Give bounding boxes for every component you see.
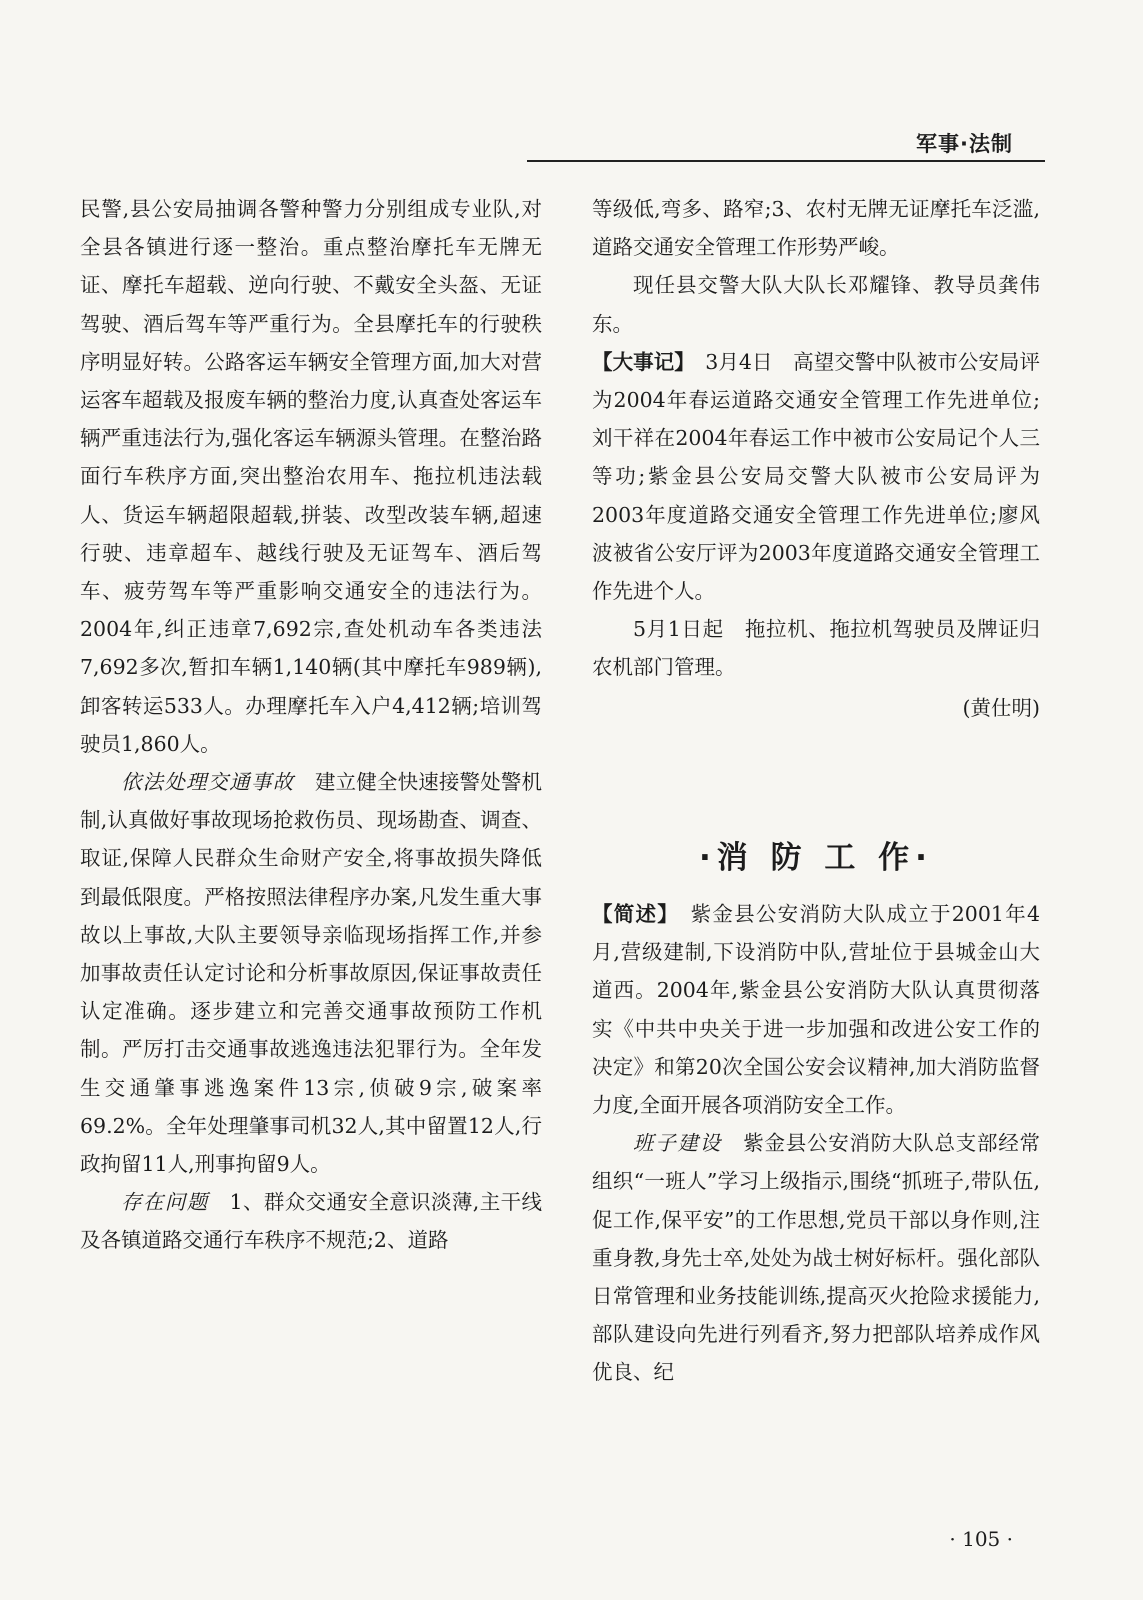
left-column bbox=[80, 190, 542, 1260]
paragraph-body: 紫金县公安消防大队成立于2001年4月,营级建制,下设消防中队,营址位于县城金山大道西。2004年,紫金县公安消防大队认真贯彻落实《中共中央关于进一步加强和改进公安工作的决定》和第20次全国公安会议精神,加大消防监督力度,全面开展各项消防安全工作。 bbox=[592, 902, 1040, 1118]
page-number: · 105 · bbox=[949, 1527, 1013, 1551]
paragraph bbox=[592, 895, 1040, 1124]
paragraph-body: 建立健全快速接警处警机制,认真做好事故现场抢救伤员、现场勘查、调查、取证,保障人民群众生命财产安全,将事故损失降低到最低限度。严格按照法律程序办案,凡发生重大事故以上事故,大队主要领导亲临现场指挥工作,并参加事故责任认定讨论和分析事故原因,保证事故责任认定准确。逐步建立和完善交通事故预防工作机制。严厉打击交通事故逃逸违法犯罪行为。全年发生交通肇事逃逸案件13宗,侦破9宗,破案率69.2%。全年处理肇事司机32人,其中留置12人,行政拘留11人,刑事拘留9人。 bbox=[80, 770, 543, 1177]
paragraph bbox=[80, 763, 542, 1183]
header-rule bbox=[527, 160, 1045, 162]
paragraph bbox=[80, 1183, 542, 1259]
paragraph: 民警,县公安局抽调各警种警力分别组成专业队,对全县各镇进行逐一整治。重点整治摩托车无牌无证、摩托车超载、逆向行驶、不戴安全头盔、无证驾驶、酒后驾车等严重行为。全县摩托车的行驶秩序明显好转。公路客运车辆安全管理方面,加大对营运客车超载及报废车辆的整治力度,认真查处客运车辆严重违法行为,强化客运车辆源头管理。在整治路面行车秩序方面,突出整治农用车、拖拉机违法载人、货运车辆超限超载,拼装、改型改装车辆,超速行驶、违章超车、越线行驶及无证驾车、酒后驾车、疲劳驾车等严重影响交通安全的违法行为。2004年,纠正违章7,692宗,查处机动车各类违法7,692多次,暂扣车辆1,140辆(其中摩托车989辆),卸客转运533人。办理摩托车入户4,412辆;培训驾驶员1,860人。 bbox=[80, 197, 542, 756]
paragraph bbox=[592, 343, 1040, 610]
paragraph: 5月1日起 拖拉机、拖拉机驾驶员及牌证归农机部门管理。 bbox=[592, 617, 1040, 680]
paragraph bbox=[592, 1124, 1040, 1391]
paragraph: 现任县交警大队大队长邓耀锋、教导员龚伟东。 bbox=[592, 273, 1040, 336]
paragraph-body: 紫金县公安消防大队总支部经常组织“一班人”学习上级指示,围绕“抓班子,带队伍,促工作,保平安”的工作思想,党员干部以身作则,注重身教,身先士卒,处处为战士树好标杆。强化部队日常管理和业务技能训练,提高灭火抢险求援能力,部队建设向先进行列看齐,努力把部队培养成作风优良、纪 bbox=[592, 1131, 1040, 1385]
paragraph-body: 3月4日 高望交警中队被市公安局评为2004年春运道路交通安全管理工作先进单位;刘干祥在2004年春运工作中被市公安局记个人三等功;紫金县公安局交警大队被市公安局评为2003年度道路交通安全管理工作先进单位;廖风波被省公安厅评为2003年度道路交通安全管理工作先进个人。 bbox=[592, 349, 1041, 604]
paragraph-body: 1、群众交通安全意识淡薄,主干线及各镇道路交通行车秩序不规范;2、道路 bbox=[80, 1190, 543, 1253]
run-in-heading: 存在问题 bbox=[121, 1190, 209, 1215]
right-column-top bbox=[592, 190, 1040, 727]
bracket-heading: 【大事记】 bbox=[592, 349, 685, 374]
running-header: 军事·法制 bbox=[916, 132, 1013, 156]
right-column-bottom bbox=[592, 895, 1040, 1392]
run-in-heading: 班子建设 bbox=[633, 1131, 722, 1156]
bracket-heading: 【简述】 bbox=[592, 902, 669, 926]
author-credit: (黄仕明) bbox=[962, 695, 1040, 720]
paragraph: 等级低,弯多、路窄;3、农村无牌无证摩托车泛滥,道路交通安全管理工作形势严峻。 bbox=[592, 197, 1040, 260]
run-in-heading: 依法处理交通事故 bbox=[121, 770, 295, 795]
section-title: ·消 防 工 作· bbox=[699, 840, 933, 876]
